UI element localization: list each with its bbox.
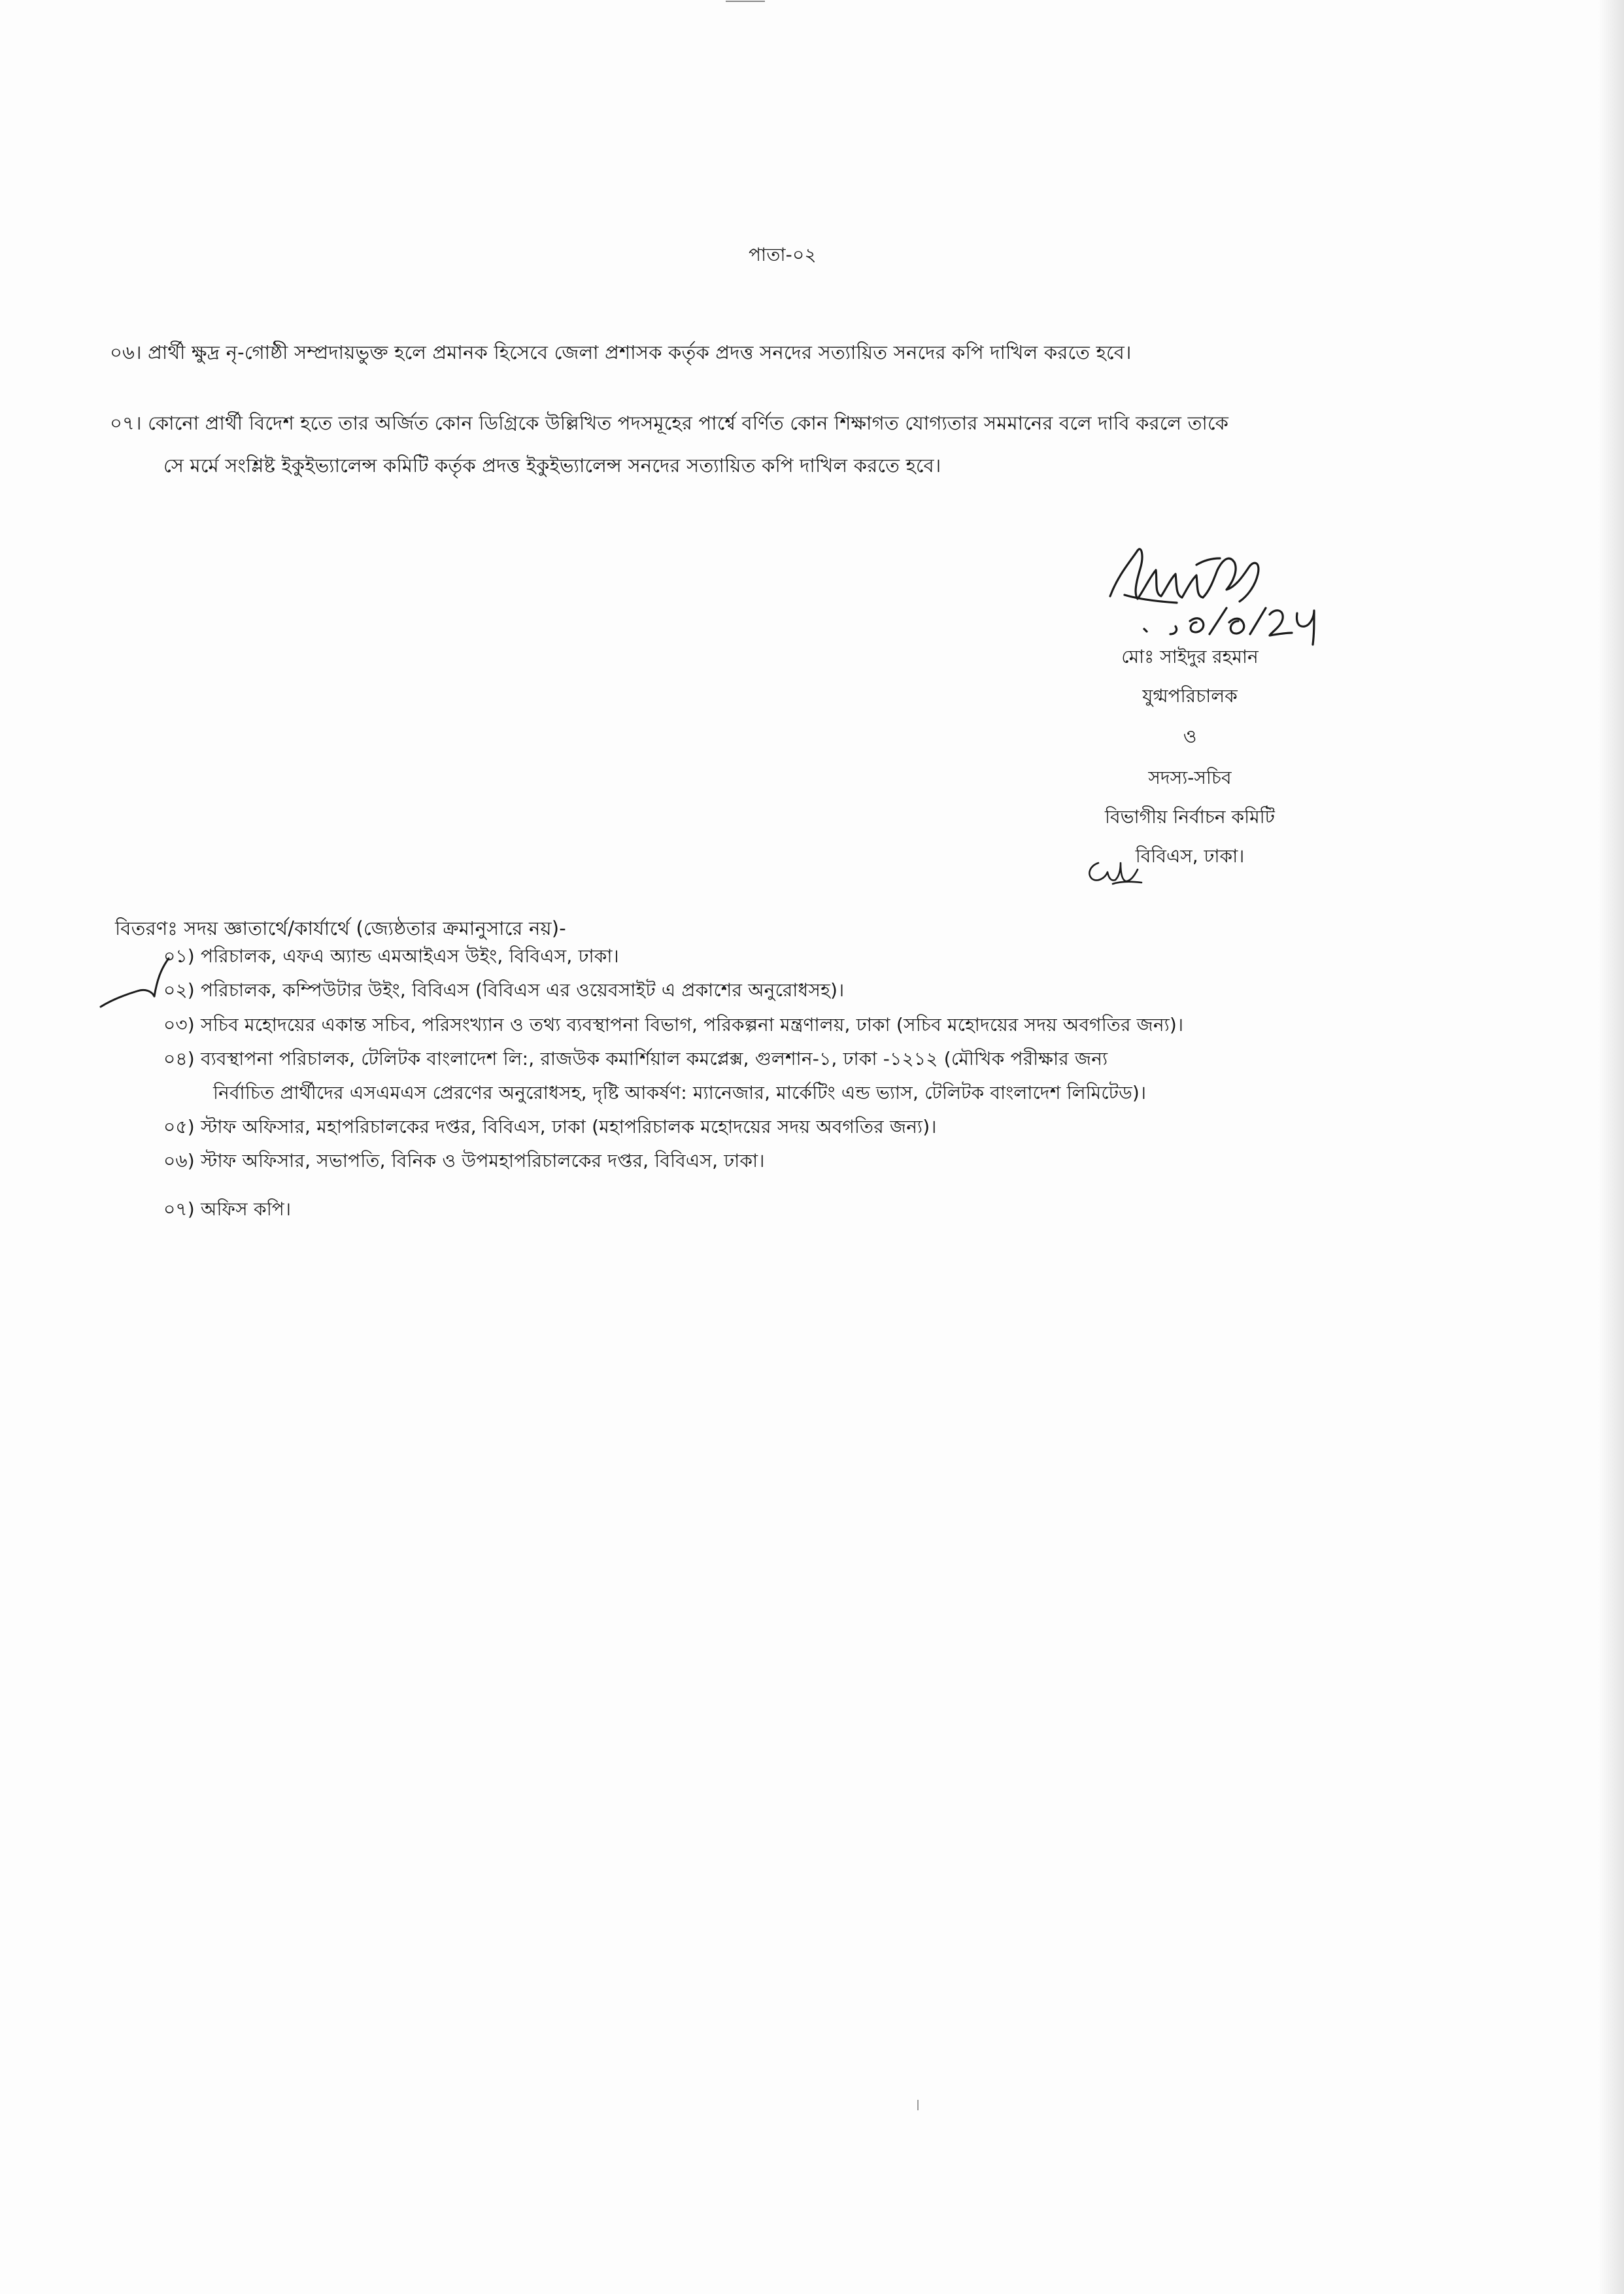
distribution-item-04-continued: নির্বাচিত প্রার্থীদের এসএমএস প্রেরণের অনুরোধসহ, দৃষ্টি আকর্ষণ: ম্যানেজার, মার্কেটিং এন্ড ভ্যাস, টেলিটক বাংলাদেশ লিমিটেড)। — [213, 1082, 1147, 1104]
distribution-item-number: ০২) — [163, 979, 195, 1001]
distribution-item-number: ০৬) — [163, 1150, 195, 1172]
handwritten-signature-icon — [1098, 536, 1360, 647]
distribution-item-01 — [163, 943, 619, 970]
signatory-name: মোঃ সাইদুর রহমান — [1121, 646, 1259, 667]
scan-edge-shadow — [1598, 0, 1624, 2294]
distribution-item-02 — [163, 977, 844, 1004]
paragraph-07-line-2: সে মর্মে সংশ্লিষ্ট ইকুইভ্যালেন্স কমিটি কর্তৃক প্রদত্ত ইকুইভ্যালেন্স সনদের সত্যায়িত কপি দাখিল করতে হবে। — [163, 454, 941, 477]
distribution-item-number: ০৩) — [163, 1014, 195, 1036]
signatory-conjunction: ও — [1183, 726, 1197, 747]
distribution-item-07 — [163, 1196, 291, 1223]
signatory-role: সদস্য-সচিব — [1148, 767, 1232, 788]
distribution-item-text: অফিস কপি। — [201, 1198, 292, 1220]
paragraph-07-number: ০৭। — [110, 412, 142, 434]
distribution-item-text: স্টাফ অফিসার, সভাপতি, বিনিক ও উপমহাপরিচালকের দপ্তর, বিবিএস, ঢাকা। — [201, 1150, 765, 1172]
distribution-item-number: ০৭) — [163, 1198, 195, 1220]
scan-speck-top — [726, 0, 765, 8]
distribution-item-03 — [163, 1012, 1183, 1038]
distribution-item-04 — [163, 1046, 1108, 1072]
paragraph-07-line-1 — [110, 410, 1228, 436]
signatory-designation: যুগ্মপরিচালক — [1142, 685, 1238, 707]
distribution-item-text: সচিব মহোদয়ের একান্ত সচিব, পরিসংখ্যান ও তথ্য ব্যবস্থাপনা বিভাগ, পরিকল্পনা মন্ত্রণালয়, ঢাকা (সচিব মহোদয়ের সদয় অবগতির জন্য)। — [201, 1014, 1184, 1036]
page-number: পাতা-০২ — [749, 244, 817, 265]
distribution-item-number: ০৫) — [163, 1116, 195, 1138]
distribution-item-05 — [163, 1114, 937, 1140]
distribution-heading: বিতরণঃ সদয় জ্ঞাতার্থে/কার্যার্থে (জ্যেষ্ঠতার ক্রমানুসারে নয়)- — [115, 917, 566, 939]
distribution-item-text: স্টাফ অফিসার, মহাপরিচালকের দপ্তর, বিবিএস, ঢাকা (মহাপরিচালক মহোদয়ের সদয় অবগতির জন্য)। — [201, 1116, 937, 1138]
paragraph-07-text-1: কোনো প্রার্থী বিদেশ হতে তার অর্জিত কোন ডিগ্রিকে উল্লিখিত পদসমূহের পার্শ্বে বর্ণিত কোন শিক্ষাগত যোগ্যতার সমমানের বলে দাবি করলে তাকে — [148, 412, 1229, 434]
scan-speck-bottom — [914, 2099, 922, 2112]
paragraph-06-number: ০৬। — [110, 341, 142, 363]
signature-block — [1020, 536, 1399, 883]
paragraph-06-text: প্রার্থী ক্ষুদ্র নৃ-গোষ্ঠী সম্প্রদায়ভুক্ত হলে প্রমানক হিসেবে জেলা প্রশাসক কর্তৃক প্রদত্ত সনদের সত্যায়িত সনদের কপি দাখিল করতে হবে। — [148, 341, 1132, 363]
signatory-office: বিবিএস, ঢাকা। — [1135, 845, 1245, 867]
distribution-item-text: পরিচালক, কম্পিউটার উইং, বিবিএস (বিবিএস এর ওয়েবসাইট এ প্রকাশের অনুরোধসহ)। — [201, 979, 845, 1001]
signatory-committee: বিভাগীয় নির্বাচন কমিটি — [1105, 806, 1275, 828]
distribution-item-text: ব্যবস্থাপনা পরিচালক, টেলিটক বাংলাদেশ লি:, রাজউক কমার্শিয়াল কমপ্লেক্স, গুলশান-১, ঢাকা -১২১২ (মৌখিক পরীক্ষার জন্য — [201, 1048, 1108, 1070]
distribution-item-number: ০১) — [163, 945, 195, 967]
handwritten-initial-icon — [1079, 843, 1151, 889]
paragraph-06 — [110, 339, 1132, 365]
distribution-item-number: ০৪) — [163, 1048, 195, 1070]
distribution-item-06 — [163, 1148, 765, 1174]
distribution-item-text: পরিচালক, এফএ অ্যান্ড এমআইএস উইং, বিবিএস, ঢাকা। — [201, 945, 619, 967]
